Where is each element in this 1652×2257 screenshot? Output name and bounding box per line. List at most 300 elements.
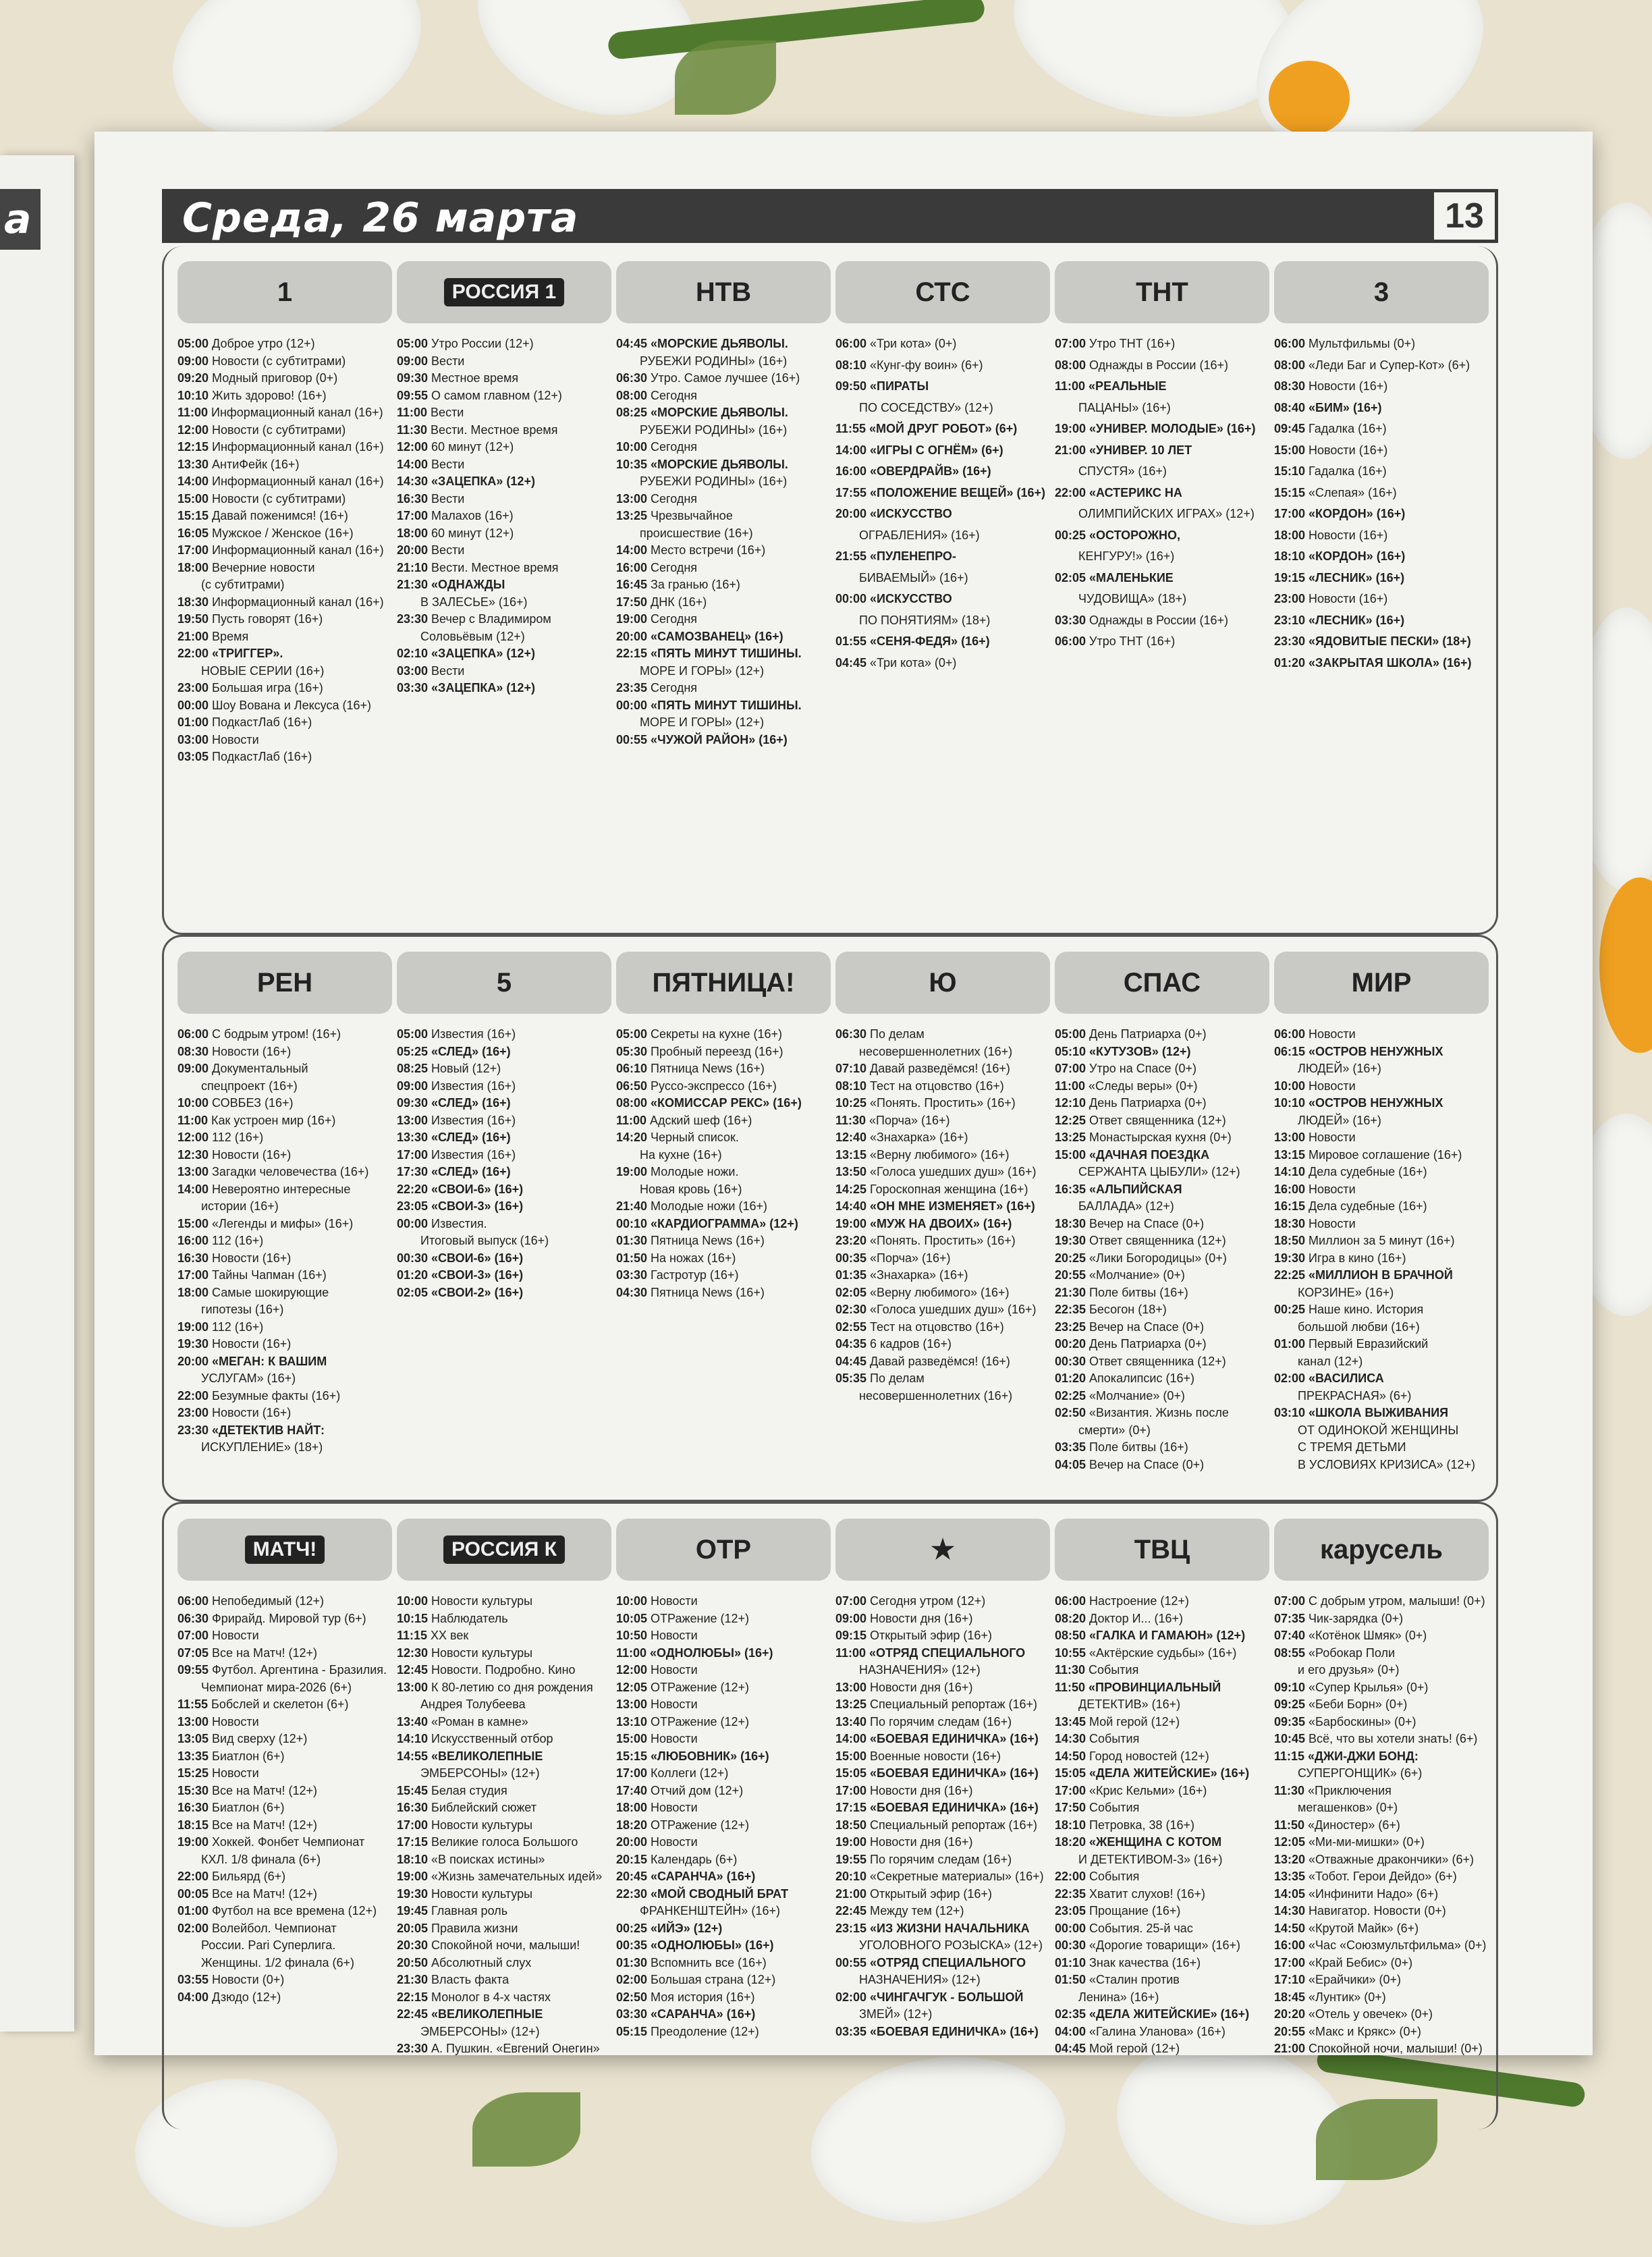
program-title: Женщины. 1/2 финала (6+) — [177, 1955, 354, 1969]
program-title: Ответ священника (12+) — [1086, 1234, 1226, 1247]
program-row — [1274, 2023, 1489, 2041]
program-row — [397, 1216, 611, 1233]
program-row — [177, 1043, 392, 1061]
program-row — [1274, 1147, 1489, 1164]
program-row — [835, 1370, 1050, 1388]
program-time: 06:00 — [1274, 337, 1306, 350]
program-row — [1274, 1799, 1489, 1817]
program-title: и его друзья» (0+) — [1274, 1663, 1400, 1677]
program-time: 08:25 — [616, 406, 648, 419]
program-title: Спокойной ночи, малыши! — [428, 1938, 580, 1952]
program-title: ЛЮДЕЙ» (16+) — [1274, 1113, 1381, 1127]
program-title: «УНИВЕР. 10 ЛЕТ — [1086, 443, 1192, 457]
program-row — [1055, 1405, 1269, 1422]
program-time: 09:20 — [177, 371, 209, 385]
program-row — [835, 1765, 1050, 1783]
program-row — [397, 1868, 611, 1886]
program-title: Новости (16+) — [1305, 592, 1388, 605]
program-row — [616, 1731, 831, 1748]
program-title: Открытый эфир (16+) — [866, 1629, 992, 1642]
program-row — [177, 714, 392, 732]
program-time: 06:30 — [835, 1027, 867, 1041]
program-time: 08:40 — [1274, 400, 1306, 414]
program-row — [1055, 2006, 1269, 2023]
program-title: «Робокар Поли — [1305, 1646, 1396, 1660]
program-row — [177, 749, 392, 766]
program-title: Новости (с субтитрами) — [209, 491, 346, 506]
program-time: 06:30 — [616, 371, 648, 385]
program-title: «Леди Баг и Супер-Кот» (6+) — [1305, 358, 1470, 372]
program-time: 03:30 — [1055, 613, 1086, 627]
program-title: «ВЕЛИКОЛЕПНЫЕ — [428, 2007, 543, 2021]
program-time: 11:00 — [177, 406, 209, 419]
program-title: КОРЗИНЕ» (16+) — [1274, 1285, 1394, 1299]
program-time: 05:10 — [1055, 1044, 1086, 1058]
program-row — [616, 1920, 831, 1938]
program-row — [616, 697, 831, 715]
program-time: 06:00 — [177, 1027, 209, 1041]
program-row — [397, 370, 611, 387]
program-row — [835, 1319, 1050, 1336]
program-time: 11:50 — [1055, 1680, 1086, 1694]
program-title: Главная роль — [428, 1904, 508, 1918]
program-row — [835, 1920, 1050, 1938]
program-time: 23:10 — [1274, 613, 1306, 627]
channel-column — [177, 261, 392, 766]
program-time: 05:00 — [177, 337, 209, 350]
program-row — [1055, 591, 1269, 608]
program-title: Отчий дом (12+) — [647, 1783, 744, 1797]
program-time: 19:00 — [616, 1165, 648, 1178]
program-row — [616, 1232, 831, 1250]
program-title: Пробный переезд (16+) — [647, 1044, 783, 1058]
channel-column — [616, 952, 831, 1301]
program-time: 00:00 — [177, 698, 209, 712]
program-time: 06:00 — [1055, 1594, 1086, 1608]
tv-section-3 — [162, 1502, 1498, 2129]
program-row — [177, 1714, 392, 1731]
program-row — [835, 442, 1050, 460]
program-time: 01:50 — [616, 1251, 648, 1265]
program-time: 14:20 — [616, 1131, 648, 1144]
program-time: 04:45 — [616, 337, 648, 350]
program-title: «Галина Уланова» (16+) — [1086, 2024, 1226, 2038]
program-row — [1055, 1851, 1269, 1869]
program-title: Новости (16+) — [209, 1251, 292, 1265]
program-row — [1274, 1714, 1489, 1731]
program-title: «АЛЬПИЙСКАЯ — [1086, 1182, 1182, 1196]
program-row — [1055, 1662, 1269, 1679]
program-row — [835, 1267, 1050, 1284]
program-title: ОТ ОДИНОКОЙ ЖЕНЩИНЫ — [1274, 1423, 1459, 1437]
program-title: Мой герой (12+) — [1086, 2042, 1180, 2055]
program-row — [835, 1834, 1050, 1851]
program-row — [177, 1370, 392, 1388]
channel-column — [177, 1519, 392, 2006]
program-row — [616, 1593, 831, 1610]
program-time: 03:35 — [1055, 1440, 1086, 1454]
program-title: «ОВЕРДРАЙВ» (16+) — [866, 464, 991, 478]
program-time: 06:00 — [177, 1594, 209, 1608]
program-row — [616, 1060, 831, 1078]
program-title: Новости — [209, 1766, 259, 1780]
program-row — [397, 1714, 611, 1731]
program-time: 14:55 — [397, 1749, 429, 1763]
program-row — [1274, 1457, 1489, 1474]
program-row — [177, 576, 392, 594]
program-row — [1055, 1765, 1269, 1783]
program-row — [1055, 1799, 1269, 1817]
program-row — [177, 1164, 392, 1181]
program-title: «МАЛЕНЬКИЕ — [1086, 570, 1174, 584]
program-time: 19:30 — [177, 1337, 209, 1351]
program-time: 22:00 — [1055, 1870, 1086, 1883]
program-row — [1274, 633, 1489, 651]
program-row — [177, 422, 392, 439]
program-row — [397, 1886, 611, 1903]
program-time: 02:00 — [1274, 1371, 1306, 1385]
program-row — [397, 473, 611, 491]
program-row — [397, 335, 611, 353]
program-row — [397, 680, 611, 697]
channel-column — [177, 952, 392, 1457]
program-time: 20:50 — [397, 1955, 429, 1969]
program-row — [835, 335, 1050, 353]
program-row — [177, 439, 392, 456]
program-row — [835, 1336, 1050, 1353]
program-title: несовершеннолетних (16+) — [835, 1044, 1013, 1058]
program-title: Все на Матч! (12+) — [209, 1818, 317, 1832]
page-number: 13 — [1431, 189, 1498, 243]
program-time: 12:00 — [177, 1131, 209, 1144]
program-row — [835, 1301, 1050, 1319]
program-title: На кухне (16+) — [616, 1147, 722, 1162]
program-time: 14:05 — [1274, 1886, 1306, 1901]
program-time: 06:00 — [1274, 1027, 1306, 1041]
program-row — [616, 422, 831, 439]
program-title: Футбол. Аргентина - Бразилия. — [209, 1663, 387, 1677]
program-row — [1274, 1043, 1489, 1061]
program-time: 12:05 — [1274, 1835, 1306, 1849]
program-time: 00:30 — [1055, 1938, 1086, 1952]
program-time: 15:25 — [177, 1766, 209, 1780]
program-time: 13:05 — [177, 1732, 209, 1745]
program-title: «В поисках истины» — [428, 1852, 545, 1866]
program-title: Петровка, 38 (16+) — [1086, 1818, 1195, 1832]
program-title: «Понять. Простить» (16+) — [866, 1234, 1016, 1247]
program-title: ОТРажение (12+) — [647, 1818, 750, 1832]
program-row — [1274, 420, 1489, 438]
program-title: Известия. — [428, 1216, 487, 1230]
program-time: 17:50 — [616, 595, 648, 609]
program-title: «Голоса ушедших душ» (16+) — [866, 1303, 1037, 1316]
page-header — [162, 189, 1498, 243]
program-time: 13:30 — [397, 1131, 429, 1144]
program-time: 20:20 — [1274, 2007, 1306, 2021]
program-title: ЭМБЕРСОНЫ» (12+) — [397, 2024, 540, 2038]
program-time: 23:00 — [177, 1406, 209, 1419]
program-title: происшествие (16+) — [616, 526, 753, 540]
program-row — [1055, 1301, 1269, 1319]
program-time: 09:15 — [835, 1629, 867, 1642]
program-row — [835, 655, 1050, 672]
program-time: 20:00 — [616, 1835, 648, 1849]
program-row — [1055, 1078, 1269, 1095]
program-title: Секреты на кухне (16+) — [647, 1027, 783, 1041]
program-time: 01:20 — [1055, 1371, 1086, 1385]
program-title: Информационный канал (16+) — [209, 474, 384, 488]
program-time: 04:35 — [835, 1337, 867, 1351]
program-row — [1274, 1817, 1489, 1834]
channel-column — [397, 1519, 611, 2058]
program-time: 20:45 — [616, 1870, 648, 1883]
program-time: 19:00 — [835, 1216, 867, 1230]
program-title: гипотезы (16+) — [177, 1303, 284, 1316]
program-title: Гороскопная женщина (16+) — [866, 1182, 1028, 1196]
program-time: 13:25 — [835, 1697, 867, 1711]
program-title: Место встречи (16+) — [647, 543, 766, 557]
program-title: Новости (16+) — [1305, 443, 1388, 457]
program-title: Руссо-экспрессо (16+) — [647, 1079, 777, 1093]
program-row — [835, 485, 1050, 502]
program-row — [616, 2006, 831, 2023]
program-time: 17:00 — [177, 543, 209, 557]
program-time: 11:15 — [1274, 1749, 1305, 1763]
program-time: 09:45 — [1274, 422, 1306, 435]
program-row — [835, 570, 1050, 587]
program-row — [177, 1920, 392, 1938]
program-title: Военные новости (16+) — [866, 1749, 1001, 1763]
program-row — [835, 400, 1050, 417]
program-title: Известия (16+) — [428, 1113, 516, 1127]
program-row — [177, 1216, 392, 1233]
program-row — [177, 1129, 392, 1147]
program-time: 13:00 — [835, 1680, 867, 1694]
program-row — [616, 1250, 831, 1268]
program-title: Новости — [1305, 1216, 1356, 1230]
program-time: 17:00 — [1055, 1783, 1086, 1797]
program-title: Всё, что вы хотели знать! (6+) — [1305, 1732, 1478, 1745]
program-row — [835, 1043, 1050, 1061]
program-time: 18:30 — [177, 595, 209, 609]
channel-logo — [177, 952, 392, 1014]
program-title: Новости — [647, 1835, 698, 1849]
program-row — [835, 1817, 1050, 1834]
program-title: Информационный канал (16+) — [209, 440, 384, 454]
program-title: «СВОИ-3» (16+) — [428, 1199, 524, 1213]
program-title: Биатлон (6+) — [209, 1801, 285, 1814]
program-row — [1274, 1060, 1489, 1078]
program-title: ИСКУПЛЕНИЕ» (18+) — [177, 1440, 323, 1454]
program-row — [397, 1284, 611, 1302]
program-row — [1274, 1955, 1489, 1972]
channel-column — [835, 952, 1050, 1405]
program-time: 14:50 — [1055, 1749, 1086, 1763]
program-time: 02:25 — [1055, 1388, 1086, 1403]
program-row — [1274, 612, 1489, 630]
program-title: Жить здорово! (16+) — [209, 388, 327, 402]
program-row — [397, 353, 611, 371]
program-row — [835, 1783, 1050, 1800]
program-time: 14:50 — [1274, 1921, 1306, 1935]
program-title: СЕРЖАНТА ЦЫБУЛИ» (12+) — [1055, 1165, 1240, 1178]
program-title: ПРЕКРАСНАЯ» (6+) — [1274, 1388, 1412, 1403]
program-title: АнтиФейк (16+) — [209, 457, 300, 471]
program-title: «БОЕВАЯ ЕДИНИЧКА» (16+) — [866, 1732, 1039, 1745]
program-title: ОТРажение (12+) — [647, 1611, 750, 1625]
adjacent-page-header-text: а — [4, 196, 32, 243]
program-row — [835, 1903, 1050, 1920]
program-row — [1274, 1198, 1489, 1216]
program-title: Давай разведёмся! (16+) — [866, 1354, 1010, 1368]
program-time: 10:55 — [1055, 1646, 1086, 1660]
program-row — [1055, 506, 1269, 523]
program-title: Новости (16+) — [1305, 379, 1388, 393]
program-time: 13:25 — [1055, 1131, 1086, 1144]
program-row — [1055, 548, 1269, 566]
program-time: 13:00 — [177, 1714, 209, 1729]
program-row — [1274, 570, 1489, 587]
program-title: «Отважные дракончики» (6+) — [1305, 1852, 1475, 1866]
program-title: Правила жизни — [428, 1921, 518, 1935]
program-time: 04:00 — [177, 1990, 209, 2004]
program-row — [835, 633, 1050, 651]
program-title: «Молчание» (0+) — [1086, 1268, 1185, 1282]
program-title: «РЕАЛЬНЫЕ — [1085, 379, 1167, 393]
program-row — [177, 560, 392, 577]
program-row — [616, 370, 831, 387]
program-time: 03:10 — [1274, 1406, 1306, 1419]
program-time: 16:00 — [177, 1234, 209, 1247]
program-time: 00:55 — [616, 732, 648, 746]
program-title: Миллион за 5 минут (16+) — [1305, 1234, 1455, 1247]
program-row — [1055, 1696, 1269, 1714]
program-time: 13:10 — [616, 1714, 648, 1729]
program-title: «ЗАЦЕПКА» (12+) — [428, 681, 535, 695]
program-time: 10:00 — [397, 1594, 429, 1608]
program-row — [397, 1748, 611, 1766]
program-time: 06:30 — [177, 1611, 209, 1625]
program-row — [1055, 2023, 1269, 2041]
program-title: Новости (16+) — [1305, 528, 1388, 542]
program-row — [1055, 1232, 1269, 1250]
program-title: Мужское / Женское (16+) — [209, 526, 354, 540]
program-time: 19:45 — [397, 1904, 429, 1918]
program-time: 09:55 — [397, 388, 429, 402]
program-time: 16:15 — [1274, 1199, 1306, 1213]
program-row — [177, 1284, 392, 1302]
program-title: Известия (16+) — [428, 1027, 516, 1041]
program-time: 02:00 — [616, 1973, 648, 1986]
program-title: Новости культуры — [428, 1646, 533, 1660]
program-title: Вести — [428, 491, 465, 506]
program-row — [616, 1112, 831, 1130]
program-title: «ЧИНГАЧГУК - БОЛЬШОЙ — [866, 1990, 1024, 2004]
program-title: Биатлон (6+) — [209, 1749, 285, 1763]
program-time: 17:55 — [835, 485, 867, 499]
program-row — [397, 663, 611, 680]
program-title: «Легенды и мифы» (16+) — [209, 1216, 354, 1230]
program-row — [177, 1095, 392, 1112]
program-row — [397, 1112, 611, 1130]
program-time: 05:00 — [1055, 1027, 1086, 1041]
program-time: 21:30 — [1055, 1285, 1086, 1299]
program-row — [1055, 1129, 1269, 1147]
program-row — [397, 1817, 611, 1834]
program-row — [1274, 2040, 1489, 2058]
program-row — [1274, 548, 1489, 566]
program-row — [397, 1181, 611, 1199]
program-title: «ИЙЭ» (12+) — [647, 1921, 723, 1935]
program-title: «ПИРАТЫ — [866, 379, 929, 393]
program-title: Специальный репортаж (16+) — [866, 1697, 1038, 1711]
program-title: «Порча» (16+) — [866, 1251, 951, 1265]
program-time: 13:00 — [616, 1697, 648, 1711]
program-row — [1274, 1078, 1489, 1095]
program-time: 03:00 — [177, 732, 209, 746]
program-row — [835, 1610, 1050, 1628]
program-row — [397, 1060, 611, 1078]
program-time: 19:30 — [1274, 1251, 1306, 1265]
program-row — [177, 1026, 392, 1043]
program-time: 19:00 — [616, 612, 648, 626]
program-title: Местное время — [428, 371, 519, 385]
program-row — [616, 1817, 831, 1834]
program-time: 17:10 — [1274, 1973, 1306, 1986]
program-row — [616, 628, 831, 646]
program-title: Спокойной ночи, малыши! (0+) — [1305, 2042, 1483, 2055]
program-title: По делам — [866, 1027, 925, 1041]
program-row — [397, 628, 611, 646]
program-time: 23:15 — [835, 1921, 867, 1935]
program-row — [177, 1731, 392, 1748]
program-row — [397, 1267, 611, 1284]
program-row — [616, 1989, 831, 2007]
program-title: Власть факта — [428, 1973, 510, 1986]
program-time: 21:30 — [397, 578, 429, 591]
program-row — [397, 1026, 611, 1043]
program-row — [616, 542, 831, 560]
program-row — [1055, 335, 1269, 353]
program-row — [835, 378, 1050, 396]
program-row — [835, 1250, 1050, 1268]
program-title: Вечер на Спасе (0+) — [1086, 1216, 1205, 1230]
program-row — [616, 732, 831, 749]
program-row — [616, 1026, 831, 1043]
program-row — [177, 508, 392, 525]
program-title: «ОТРЯД СПЕЦИАЛЬНОГО — [866, 1955, 1026, 1969]
program-row — [1055, 1627, 1269, 1645]
program-row — [835, 1216, 1050, 1233]
program-title: «ЯДОВИТЫЕ ПЕСКИ» (18+) — [1305, 634, 1471, 648]
program-title: «ШКОЛА ВЫЖИВАНИЯ — [1305, 1406, 1449, 1419]
program-time: 02:30 — [835, 1303, 867, 1316]
program-title: Навигатор. Новости (0+) — [1305, 1904, 1446, 1918]
program-time: 03:55 — [177, 1973, 209, 1986]
program-time: 17:15 — [835, 1801, 867, 1814]
program-title: Вечер с Владимиром — [428, 612, 551, 626]
program-row — [616, 594, 831, 611]
program-title: Новости (с субтитрами) — [209, 423, 346, 437]
channel-logo — [397, 261, 611, 323]
program-title: Все на Матч! (12+) — [209, 1783, 317, 1797]
program-title: Загадки человечества (16+) — [209, 1165, 369, 1178]
program-title: По горячим следам (16+) — [866, 1852, 1012, 1866]
program-row — [1274, 1232, 1489, 1250]
program-row — [397, 1765, 611, 1783]
program-title: «ТРИГГЕР». — [209, 647, 283, 660]
program-time: 00:00 — [1055, 1921, 1086, 1935]
